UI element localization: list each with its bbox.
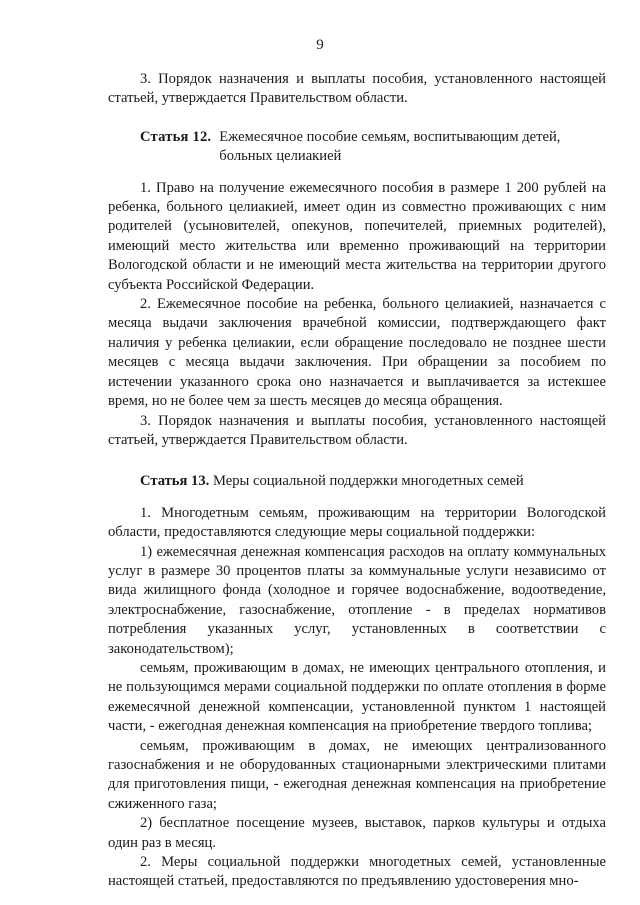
paragraph: 2) бесплатное посещение музеев, выставок, парков культуры и отдыха один раз в месяц. — [108, 815, 606, 851]
paragraph: семьям, проживающим в домах, не имеющих централизованного газоснабжения и не оборудованных стационарными электрическими плитами для приготовления пищи, - ежегодная денежная компенсация на приобретение сжиженного газа; — [108, 737, 606, 812]
article-12-title: Ежемесячное пособие семьям, воспитывающим детей, больных целиакией — [219, 128, 561, 165]
document-body — [108, 70, 606, 892]
paragraph: 3. Порядок назначения и выплаты пособия, установленного настоящей статьей, утверждается Правительством области. — [108, 71, 606, 107]
paragraph: 2. Ежемесячное пособие на ребенка, больного целиакией, назначается с месяца выдачи заключения врачебной комиссии, подтверждающего факт наличия у ребенка целиакии, если обращение последовало не позднее шести месяцев с месяца выдачи заключения. При обращении за пособием по истечении указанного срока оно назначается и выплачивается за истекшее время, но не более чем за шесть месяцев до месяца обращения. — [108, 296, 606, 410]
paragraph: 3. Порядок назначения и выплаты пособия, установленного настоящей статьей, утверждается Правительством области. — [108, 412, 606, 448]
article-12-label: Статья 12. — [140, 128, 212, 145]
paragraph: 1. Многодетным семьям, проживающим на территории Вологодской области, предоставляются следующие меры социальной поддержки: — [108, 504, 606, 541]
paragraph: 2. Меры социальной поддержки многодетных семей, установленные настоящей статьей, предоставляются по предъявлению удостоверения мно- — [108, 854, 606, 890]
paragraph: 1. Право на получение ежемесячного пособия в размере 1 200 рублей на ребенка, больного целиакией, имеет один из совместно проживающих с ним родителей (усыновителей, опекунов, попечителей, приемных родителей), имеющий место жительства или временно проживающий на территории Вологодской области и не имеющий места жительства на территории другого субъекта Российской Федерации. — [108, 179, 606, 293]
paragraph: семьям, проживающим в домах, не имеющих центрального отопления, и не пользующимся мерами социальной поддержки по оплате отопления в форме ежемесячной денежной компенсации, установленной пунктом 1 настоящей части, - ежегодная денежная компенсация на приобретение твердого топлива; — [108, 659, 606, 735]
page-number: 9 — [316, 37, 324, 53]
article-13-label: Статья 13. — [140, 473, 210, 490]
paragraph: 1) ежемесячная денежная компенсация расходов на оплату коммунальных услуг в размере 30 процентов платы за коммунальные услуги независимо от вида жилищного фонда (холодное и горячее водоснабжение, водоотведение, электроснабжение, газоснабжение, отопление - в пределах нормативов потребления указанных услуг, установленных в соответствии с законодательством); — [108, 543, 606, 657]
article-12-heading — [108, 128, 606, 167]
article-13-heading — [140, 472, 606, 491]
article-13-title: Меры социальной поддержки многодетных семей — [212, 473, 524, 490]
